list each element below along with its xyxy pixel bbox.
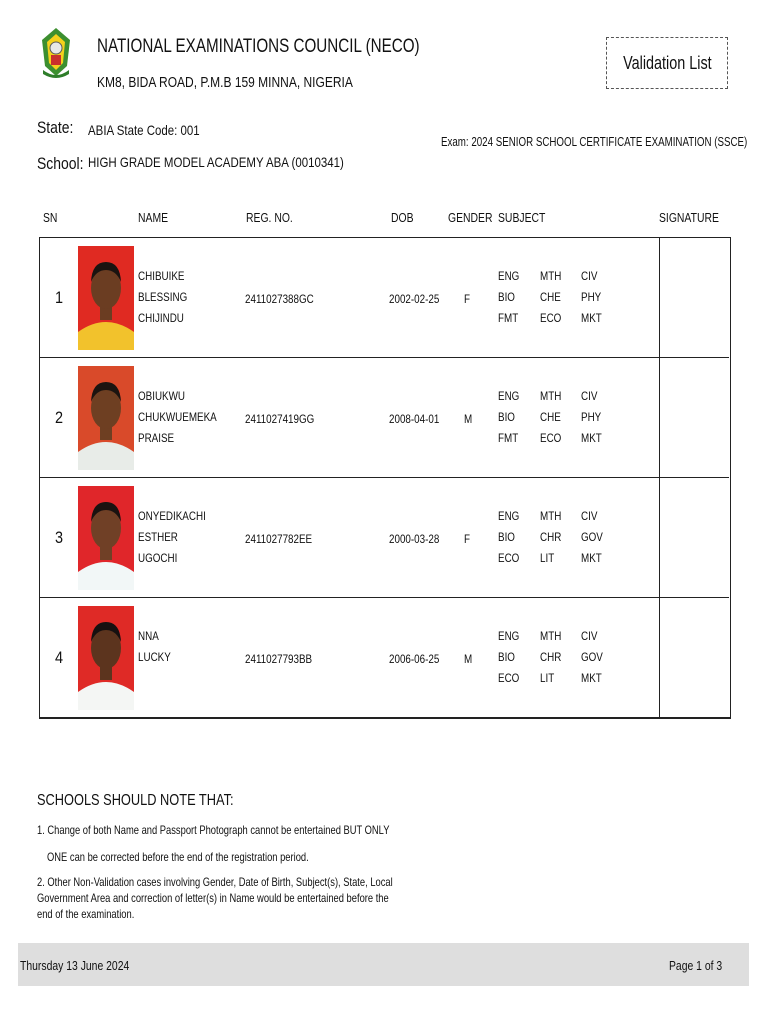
reg-number: 2411027388GC [245, 292, 314, 306]
col-header-subject: SUBJECT [498, 210, 546, 225]
col-header-signature: SIGNATURE [659, 210, 719, 225]
reg-number: 2411027782EE [245, 532, 313, 546]
school-value: HIGH GRADE MODEL ACADEMY ABA (0010341) [88, 154, 344, 170]
col-header-reg: REG. NO. [246, 210, 293, 225]
passport-photo [78, 486, 134, 590]
candidate-name: ONYEDIKACHI ESTHER UGOCHI [138, 509, 206, 565]
school-label: School: [37, 154, 84, 173]
note-item-1: 1. Change of both Name and Passport Photograph cannot be entertained BUT ONLY [37, 823, 390, 837]
signature-cell [659, 238, 660, 357]
serial-number: 3 [55, 528, 64, 547]
state-value: ABIA State Code: 001 [88, 122, 200, 138]
candidate-name: NNA LUCKY [138, 629, 171, 664]
subject-column: CIV PHY MKT [581, 269, 602, 325]
signature-cell [659, 478, 660, 597]
subject-column: CIV GOV MKT [581, 629, 603, 685]
footer-date: Thursday 13 June 2024 [20, 958, 130, 973]
col-header-dob: DOB [391, 210, 414, 225]
signature-cell [659, 358, 660, 477]
subject-column: CIV GOV MKT [581, 509, 603, 565]
gender: F [464, 292, 471, 306]
exam-title: Exam: 2024 SENIOR SCHOOL CERTIFICATE EXAMINATION (SSCE) [441, 134, 748, 149]
passport-photo [78, 606, 134, 710]
subject-column: MTH CHR LIT [540, 629, 562, 685]
candidate-name: CHIBUIKE BLESSING CHIJINDU [138, 269, 188, 325]
col-header-sn: SN [43, 210, 58, 225]
serial-number: 2 [55, 408, 64, 427]
state-label: State: [37, 118, 74, 137]
table-row [40, 598, 729, 718]
org-name: NATIONAL EXAMINATIONS COUNCIL (NECO) [97, 36, 420, 57]
subject-column: MTH CHR LIT [540, 509, 562, 565]
reg-number: 2411027419GG [245, 412, 315, 426]
subject-column: ENG BIO ECO [498, 629, 520, 685]
note-item-1-continued: ONE can be corrected before the end of the registration period. [47, 850, 309, 864]
gender: F [464, 532, 471, 546]
table-row [40, 358, 729, 478]
candidates-table [39, 237, 731, 719]
gender: M [464, 652, 473, 666]
date-of-birth: 2008-04-01 [389, 412, 440, 426]
subject-column: MTH CHE ECO [540, 389, 562, 445]
passport-photo [78, 246, 134, 350]
col-header-gender: GENDER [448, 210, 493, 225]
reg-number: 2411027793BB [245, 652, 313, 666]
subject-column: ENG BIO FMT [498, 269, 520, 325]
table-row [40, 238, 729, 358]
note-item-2: 2. Other Non-Validation cases involving Gender, Date of Birth, Subject(s), State, Local Government Area and correction of letter(s) in Name would be entertained before the end of the examination. [37, 875, 393, 921]
date-of-birth: 2002-02-25 [389, 292, 440, 306]
passport-photo [78, 366, 134, 470]
gender: M [464, 412, 473, 426]
validation-list-box: Validation List [606, 37, 728, 89]
page-number: Page 1 of 3 [669, 958, 723, 973]
org-address: KM8, BIDA ROAD, P.M.B 159 MINNA, NIGERIA [97, 74, 353, 91]
notes-title: SCHOOLS SHOULD NOTE THAT: [37, 792, 234, 809]
subject-column: ENG BIO FMT [498, 389, 520, 445]
date-of-birth: 2006-06-25 [389, 652, 440, 666]
signature-cell [659, 598, 660, 718]
table-row [40, 478, 729, 598]
col-header-name: NAME [138, 210, 169, 225]
date-of-birth: 2000-03-28 [389, 532, 440, 546]
neco-logo [38, 26, 74, 80]
subject-column: MTH CHE ECO [540, 269, 562, 325]
candidate-name: OBIUKWU CHUKWUEMEKA PRAISE [138, 389, 217, 445]
serial-number: 1 [55, 288, 64, 307]
serial-number: 4 [55, 648, 64, 667]
subject-column: ENG BIO ECO [498, 509, 520, 565]
subject-column: CIV PHY MKT [581, 389, 602, 445]
